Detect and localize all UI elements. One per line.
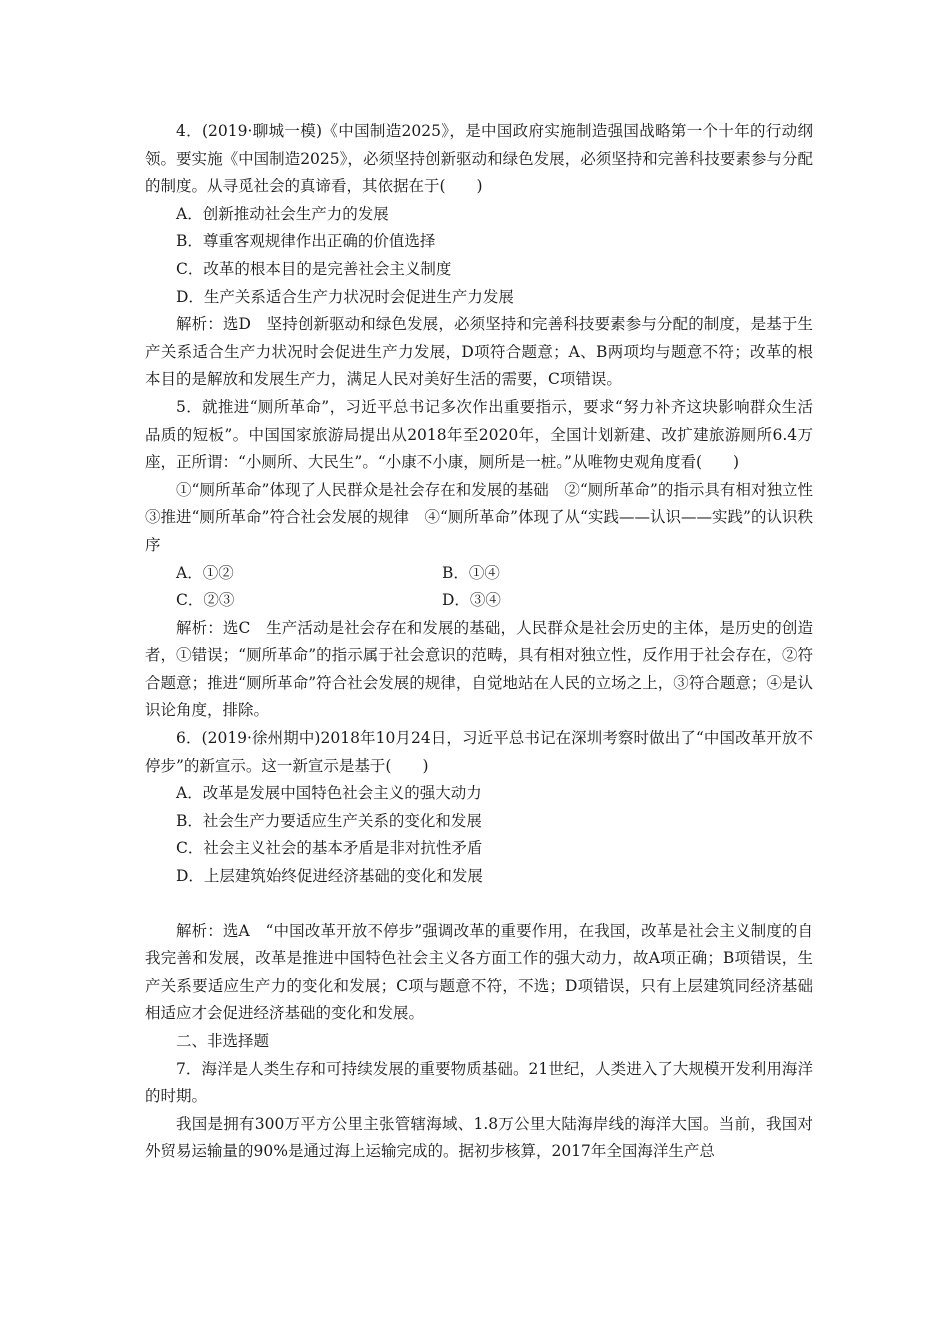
question-6-stem: 6．(2019·徐州期中)2018年10月24日，习近平总书记在深圳考察时做出了“中国改革开放不停步”的新宣示。这一新宣示是基于( ) xyxy=(145,729,813,775)
question-6-option-b: B．社会生产力要适应生产关系的变化和发展 xyxy=(176,811,482,830)
question-4-stem: 4．(2019·聊城一模)《中国制造2025》，是中国政府实施制造强国战略第一个十年的行动纲领。要实施《中国制造2025》，必须坚持创新驱动和绿色发展，必须坚持和完善科技要素参与分配的制度。从寻觅社会的真谛看，其依据在于( ) xyxy=(145,122,813,196)
question-5-option-b: B．①④ xyxy=(442,563,500,582)
question-4-option-c: C．改革的根本目的是完善社会主义制度 xyxy=(176,259,452,278)
question-4-analysis: 解析：选D 坚持创新驱动和绿色发展，必须坚持和完善科技要素参与分配的制度，是基于生产关系适合生产力状况时会促进生产力发展，D项符合题意；A、B两项均与题意不符；改革的根本目的是解放和发展生产力，满足人民对美好生活的需要，C项错误。 xyxy=(145,315,813,389)
question-6-option-d: D．上层建筑始终促进经济基础的变化和发展 xyxy=(176,867,483,886)
question-6-analysis: 解析：选A “中国改革开放不停步”强调改革的重要作用，在我国，改革是社会主义制度的自我完善和发展，改革是推进中国特色社会主义各方面工作的强大动力，故A项正确；B项错误，生产关系要适应生产力的变化和发展；C项与题意不符，不选；D项错误，只有上层建筑同经济基础相适应才会促进经济基础的变化和发展。 xyxy=(145,921,813,1023)
question-5-option-c: C．②③ xyxy=(176,591,235,610)
question-5-analysis: 解析：选C 生产活动是社会存在和发展的基础，人民群众是社会历史的主体，是历史的创造者，①错误；“厕所革命”的指示属于社会意识的范畴，具有相对独立性，反作用于社会存在，②符合题意；推进“厕所革命”符合社会发展的规律，自觉地站在人民的立场之上，③符合题意；④是认识论角度，排除。 xyxy=(145,618,813,720)
blank-spacer xyxy=(145,891,813,918)
question-4-option-b: B．尊重客观规律作出正确的价值选择 xyxy=(176,232,436,251)
question-7-material: 我国是拥有300万平方公里主张管辖海域、1.8万公里大陆海岸线的海洋大国。当前，我国对外贸易运输量的90%是通过海上运输完成的。据初步核算，2017年全国海洋生产总 xyxy=(145,1114,813,1161)
question-5-options-row-2 xyxy=(145,587,813,615)
question-4-option-a: A．创新推动社会生产力的发展 xyxy=(176,204,389,223)
question-4-option-d: D．生产关系适合生产力状况时会促进生产力发展 xyxy=(176,287,514,306)
question-6-option-a: A．改革是发展中国特色社会主义的强大动力 xyxy=(176,784,482,803)
question-5-statements: ①“厕所革命”体现了人民群众是社会存在和发展的基础 ②“厕所革命”的指示具有相对独立性 ③推进“厕所革命”符合社会发展的规律 ④“厕所革命”体现了从“实践——认识——实践”的认识秩序 xyxy=(145,480,829,554)
question-6-option-c: C．社会主义社会的基本矛盾是非对抗性矛盾 xyxy=(176,839,483,858)
question-7-stem: 7．海洋是人类生存和可持续发展的重要物质基础。21世纪，人类进入了大规模开发利用海洋的时期。 xyxy=(145,1059,813,1106)
question-5-options-row-1 xyxy=(145,560,813,588)
question-5-option-a: A．①② xyxy=(176,563,234,582)
section-heading: 二、非选择题 xyxy=(176,1032,270,1050)
question-5-option-d: D．③④ xyxy=(442,591,501,610)
document-page xyxy=(145,118,829,1166)
question-5-stem: 5．就推进“厕所革命”，习近平总书记多次作出重要指示，要求“努力补齐这块影响群众生活品质的短板”。中国国家旅游局提出从2018年至2020年，全国计划新建、改扩建旅游厕所6.4万座，正所谓：“小厕所、大民生”。“小康不小康，厕所是一桩。”从唯物史观角度看( ) xyxy=(145,397,813,472)
